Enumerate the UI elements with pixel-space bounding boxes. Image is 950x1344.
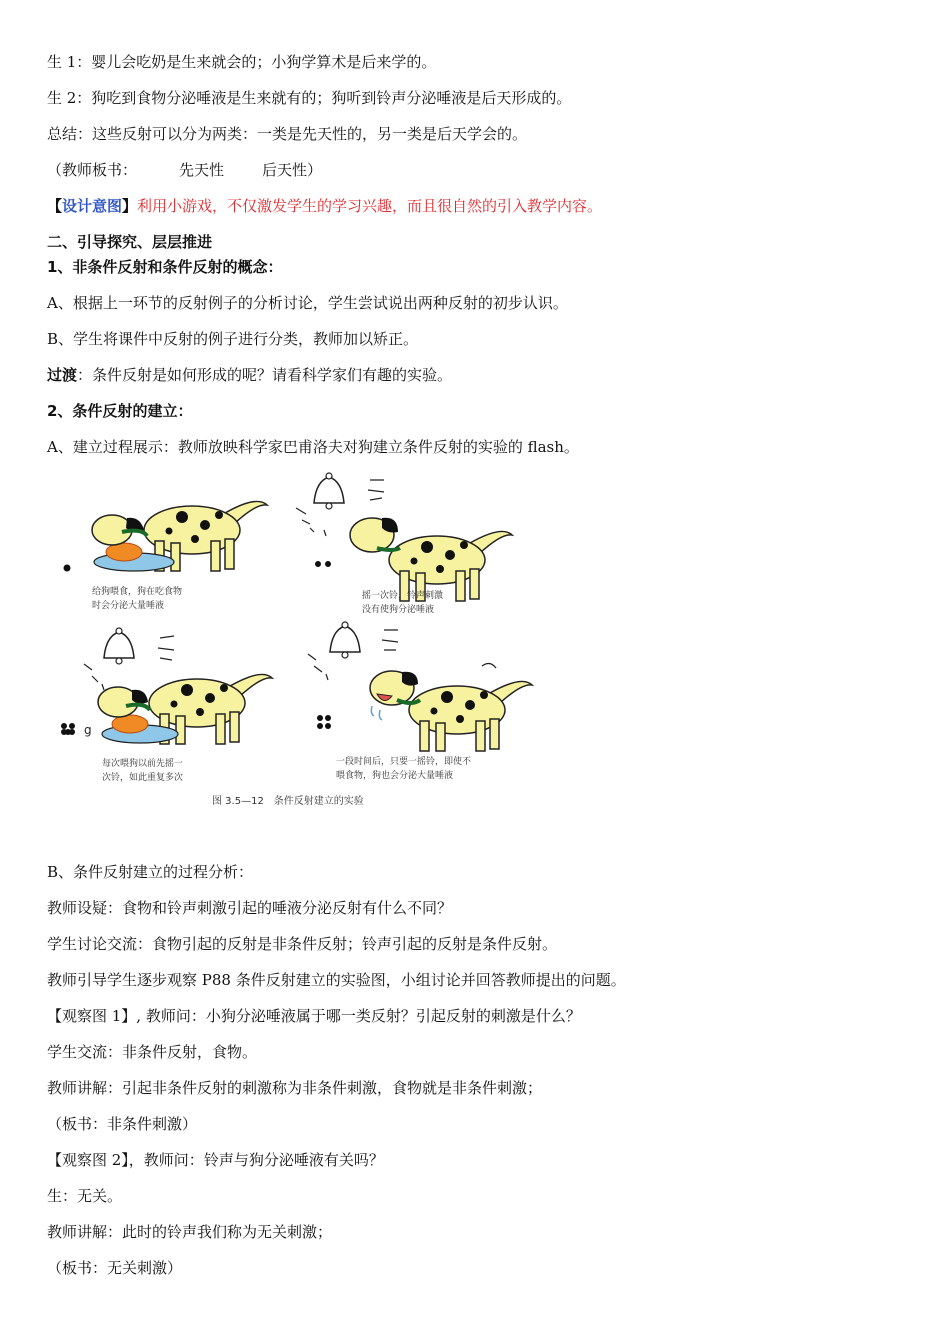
process-analysis-line: B、条件反射建立的过程分析： — [47, 863, 254, 881]
student-1-line: 生 1：婴儿会吃奶是生来就会的；小狗学算术是后来学的。 — [47, 53, 437, 71]
observe-figure-1-line: 【观察图 1】, 教师问：小狗分泌唾液属于哪一类反射？引起反射的刺激是什么？ — [47, 1007, 581, 1025]
bracket-close: 】 — [122, 197, 138, 215]
panel-2-caption-line-1: 摇一次铃，铃声刺激 — [362, 591, 444, 601]
panel-3-caption-line-2: 次铃，如此重复多次 — [102, 773, 184, 783]
panel-1-caption-line-2: 时会分泌大量唾液 — [92, 601, 165, 611]
teacher-question-line: 教师设疑：食物和铃声刺激引起的唾液分泌反射有什么不同？ — [47, 899, 453, 917]
board-note-line — [47, 160, 322, 180]
teacher-explain-1-line: 教师讲解：引起非条件反射的刺激称为非条件刺激，食物就是非条件刺激； — [47, 1079, 543, 1097]
summary-line: 总结：这些反射可以分为两类：一类是先天性的，另一类是后天学会的。 — [47, 125, 528, 143]
panel-2-caption-line-2: 没有使狗分泌唾液 — [362, 605, 435, 615]
item-b-line: B、学生将课件中反射的例子进行分类，教师加以矫正。 — [47, 330, 419, 348]
board-note-innate: 先天性 — [179, 161, 225, 179]
student-2-line: 生 2：狗吃到食物分泌唾液是生来就有的；狗听到铃声分泌唾液是后天形成的。 — [47, 89, 572, 107]
transition-line — [47, 365, 452, 385]
section-heading-2: 二、引导探究、层层推进 — [47, 233, 213, 251]
teacher-guide-line: 教师引导学生逐步观察 P88 条件反射建立的实验图，小组讨论并回答教师提出的问题。 — [47, 971, 626, 989]
board-unconditioned-line: （板书：非条件刺激） — [47, 1115, 198, 1133]
panel-4-caption-line-2: 喂食物，狗也会分泌大量唾液 — [336, 771, 454, 781]
design-intent-line — [47, 196, 602, 216]
board-note-prefix: （教师板书： — [47, 161, 138, 179]
student-answer-1-line: 学生交流：非条件反射，食物。 — [47, 1043, 258, 1061]
panel-1-eating-dog — [64, 501, 268, 571]
subheading-concepts: 1、非条件反射和条件反射的概念： — [47, 258, 283, 276]
panel-3-caption-line-1: 每次喂狗以前先摇一 — [102, 759, 184, 769]
board-note-acquired: 后天性） — [262, 161, 323, 179]
student-answer-2-line: 生：无关。 — [47, 1187, 123, 1205]
panel-2-bell-dog — [296, 473, 512, 601]
design-intent-text: 利用小游戏，不仅激发学生的学习兴趣，而且很自然的引入教学内容。 — [137, 197, 603, 215]
pavlov-experiment-figure — [52, 470, 552, 815]
flash-line: A、建立过程展示：教师放映科学家巴甫洛夫对狗建立条件反射的实验的 flash。 — [47, 438, 579, 456]
figure-caption: 图 3.5—12 条件反射建立的实验 — [212, 796, 364, 807]
transition-label: 过渡 — [47, 366, 78, 384]
subheading-establish: 2、条件反射的建立： — [47, 402, 193, 420]
item-a-line: A、根据上一环节的反射例子的分析讨论，学生尝试说出两种反射的初步认识。 — [47, 294, 568, 312]
teacher-explain-2-line: 教师讲解：此时的铃声我们称为无关刺激； — [47, 1223, 333, 1241]
panel-1-caption-line-1: 给狗喂食，狗在吃食物 — [92, 587, 183, 597]
board-neutral-line: （板书：无关刺激） — [47, 1259, 183, 1277]
transition-text: ：条件反射是如何形成的呢？请看科学家们有趣的实验。 — [77, 366, 453, 384]
panel-4-caption-line-1: 一段时间后，只要一摇铃，即使不 — [336, 757, 472, 767]
observe-figure-2-line: 【观察图 2】，教师问：铃声与狗分泌唾液有关吗？ — [47, 1151, 384, 1169]
panel-3-bell-food-dog — [61, 628, 272, 744]
design-intent-label: 设计意图 — [62, 197, 123, 215]
svg-text:g: g — [84, 723, 92, 737]
panel-4-conditioned-dog — [308, 622, 532, 751]
student-discussion-line: 学生讨论交流：食物引起的反射是非条件反射；铃声引起的反射是条件反射。 — [47, 935, 558, 953]
bracket-open: 【 — [47, 197, 63, 215]
